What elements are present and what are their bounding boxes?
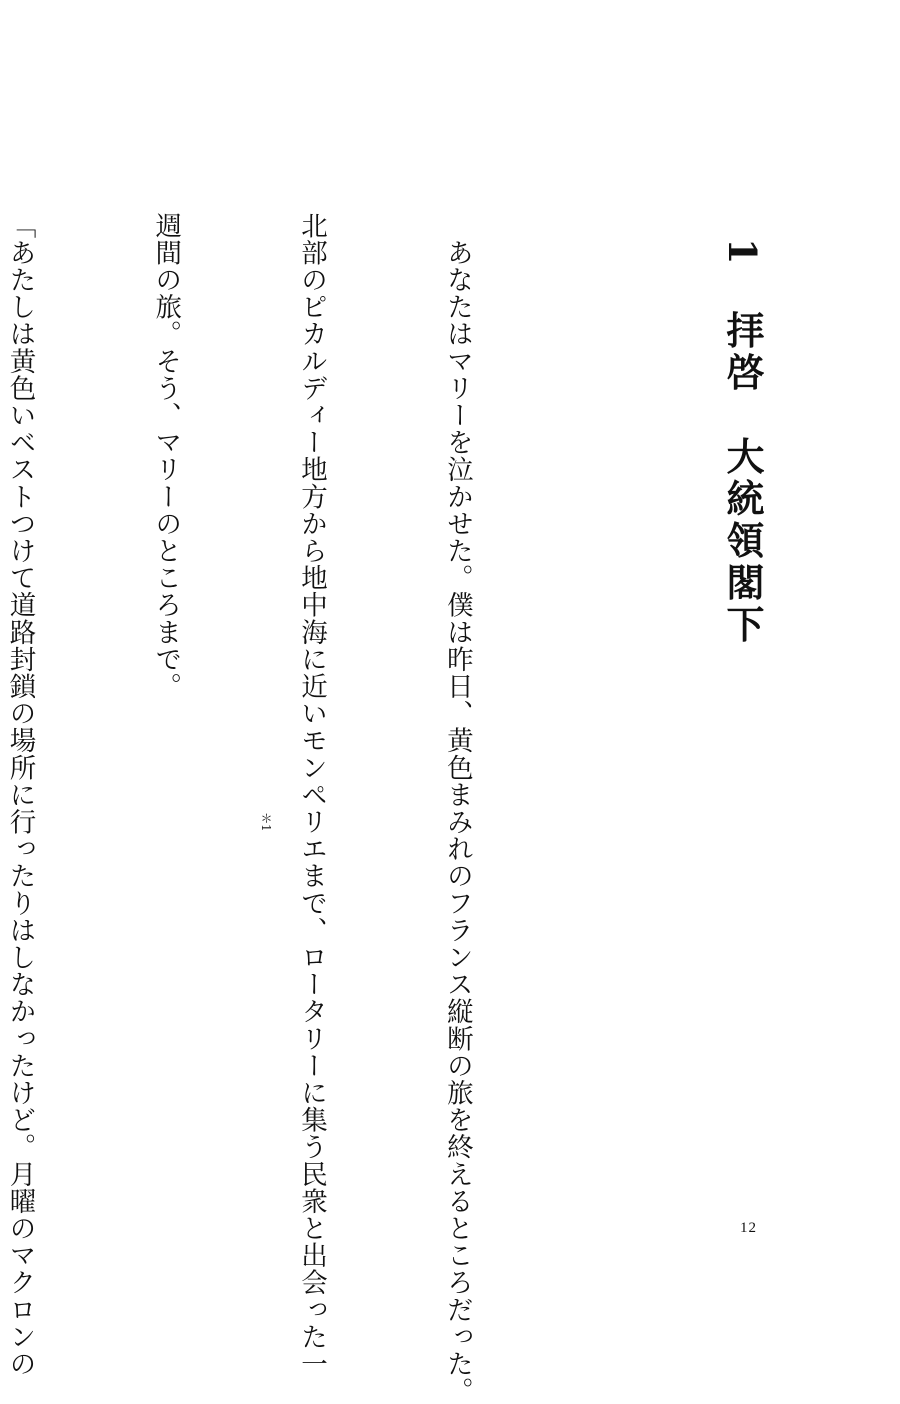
chapter-heading: [712, 238, 772, 647]
paragraph-1-line-3: 週間の旅。そう、マリーのところまで。: [150, 212, 182, 700]
footnote-marker: ＊1: [259, 812, 273, 832]
paragraph-1-line-1: あなたはマリーを泣かせた。僕は昨日、黄色まみれのフランス縦断の旅を終えるところだった。: [441, 212, 473, 1404]
paragraph-2-line-1: 「あたしは黄色いベストつけて道路封鎖の場所に行ったりはしなかったけど。月曜のマクロンの: [4, 212, 36, 1378]
chapter-number: 1: [720, 238, 765, 269]
vertical-body-text: [0, 212, 578, 1404]
chapter-title: 拝啓 大統領閣下: [720, 310, 765, 647]
chapter-spacer: [720, 268, 765, 310]
paragraph-1-line-2: 北部のピカルディー地方から地中海に近いモンペリエまで、ロータリーに集う民衆と出会った一: [296, 212, 328, 1378]
page-number: 12: [740, 1220, 757, 1236]
